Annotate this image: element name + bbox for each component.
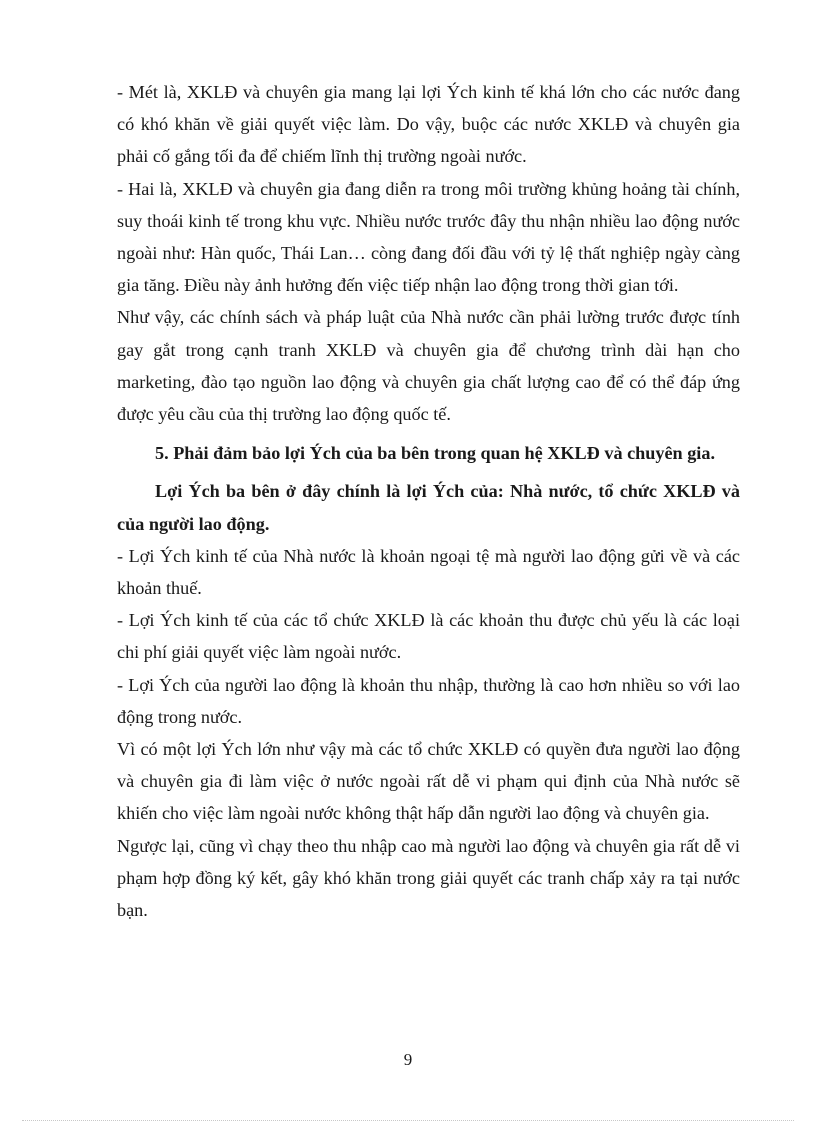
- paragraph-2: - Hai là, XKLĐ và chuyên gia đang diễn ra trong môi trường khủng hoảng tài chính, suy thoái kinh tế trong khu vực. Nhiều nước trước đây thu nhận nhiều lao động nước ngoài như: Hàn quốc, Thái Lan… còng đang đối đầu với tỷ lệ thất nghiệp ngày càng gia tăng. Điều này ảnh hưởng đến việc tiếp nhận lao động trong thời gian tới.: [117, 178, 740, 296]
- footer-divider: [22, 1120, 794, 1121]
- paragraph-1: - Mét là, XKLĐ và chuyên gia mang lại lợi Ých kinh tế khá lớn cho các nước đang có khó khăn về giải quyết việc làm. Do vậy, buộc các nước XKLĐ và chuyên gia phải cố gắng tối đa để chiếm lĩnh thị trường ngoài nước.: [117, 82, 740, 167]
- page-body: [117, 76, 740, 926]
- paragraph-9: Vì có một lợi Ých lớn như vậy mà các tổ chức XKLĐ có quyền đưa người lao động và chuyên gia đi làm việc ở nước ngoài rất dễ vi phạm qui định của Nhà nước sẽ khiến cho việc làm ngoài nước không thật hấp dẫn người lao động và chuyên gia.: [117, 739, 740, 824]
- bold-intro-paragraph: Lợi Ých ba bên ở đây chính là lợi Ých của: Nhà nước, tổ chức XKLĐ và của người lao động.: [117, 481, 740, 534]
- paragraph-7: - Lợi Ých kinh tế của các tổ chức XKLĐ là các khoản thu được chủ yếu là các loại chi phí giải quyết việc làm ngoài nước.: [117, 610, 740, 663]
- paragraph-6: - Lợi Ých kinh tế của Nhà nước là khoản ngoại tệ mà người lao động gửi về và các khoản thuế.: [117, 545, 740, 599]
- paragraph-3: Như vậy, các chính sách và pháp luật của Nhà nước cần phải lường trước được tính gay gắt trong cạnh tranh XKLĐ và chuyên gia để chương trình dài hạn cho marketing, đào tạo nguồn lao động và chuyên gia chất lượng cao để có thể đáp ứng được yêu cầu của thị trường lao động quốc tế.: [117, 307, 740, 425]
- section-heading: 5. Phải đảm bảo lợi Ých của ba bên trong quan hệ XKLĐ và chuyên gia.: [155, 443, 716, 464]
- paragraph-8: - Lợi Ých của người lao động là khoản thu nhập, thường là cao hơn nhiều so với lao động trong nước.: [117, 674, 740, 727]
- paragraph-10: Ngược lại, cũng vì chạy theo thu nhập cao mà người lao động và chuyên gia rất dễ vi phạm hợp đồng ký kết, gây khó khăn trong giải quyết các tranh chấp xảy ra tại nước bạn.: [117, 835, 740, 921]
- page-number: 9: [403, 1050, 413, 1069]
